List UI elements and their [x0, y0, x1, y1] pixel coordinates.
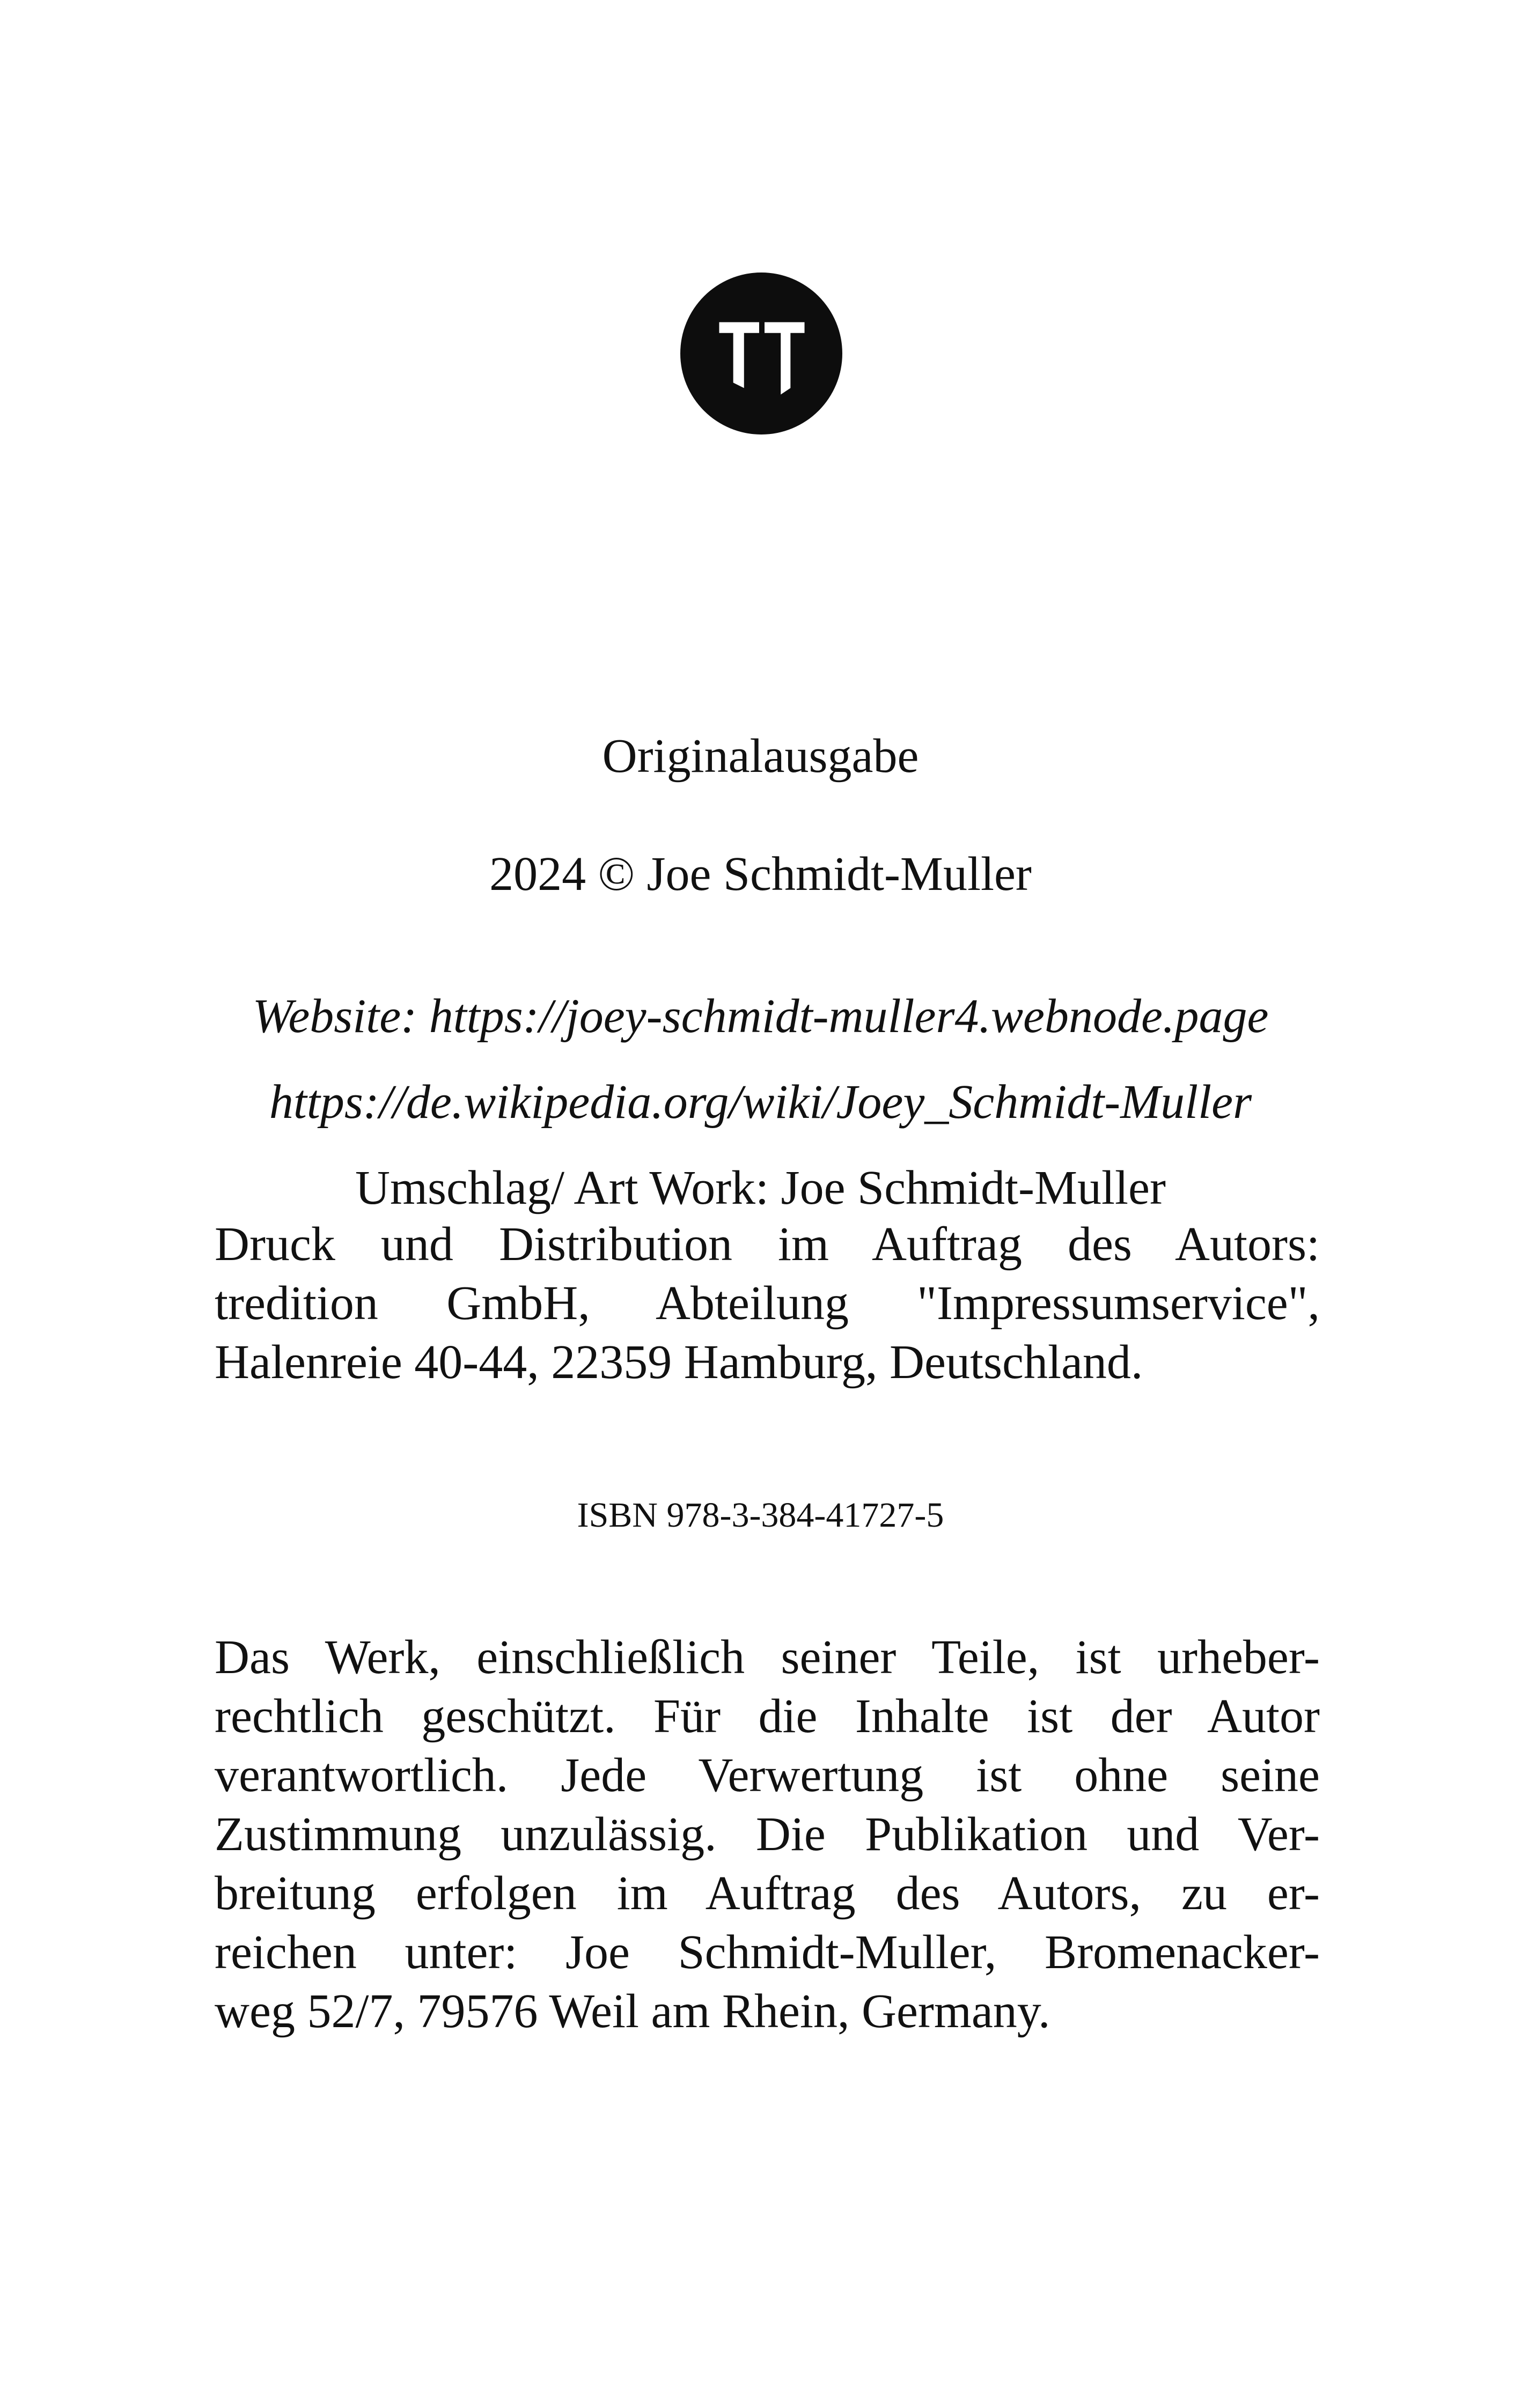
- tredition-logo-icon: [680, 273, 842, 435]
- rights-line: breitung erfolgen im Auftrag des Autors, zu er-: [215, 1867, 1320, 1920]
- isbn-line: ISBN 978-3-384-41727-5: [577, 1496, 944, 1535]
- rights-line: weg 52/7, 79576 Weil am Rhein, Germany.: [215, 1985, 1050, 2038]
- rights-line: verantwortlich. Jede Verwertung ist ohne seine: [215, 1749, 1320, 1802]
- print-line: Halenreie 40-44, 22359 Hamburg, Deutschland.: [215, 1336, 1143, 1389]
- publisher-logo: [680, 273, 842, 435]
- rights-line: rechtlich geschützt. Für die Inhalte ist der Autor: [215, 1690, 1320, 1743]
- rights-notice-block: [215, 1628, 1320, 2041]
- print-line: tredition GmbH, Abteilung "Impressumservice",: [215, 1277, 1320, 1330]
- rights-line: Das Werk, einschließlich seiner Teile, ist urheber-: [215, 1631, 1320, 1684]
- print-line: Druck und Distribution im Auftrag des Autors:: [215, 1218, 1320, 1271]
- website-link[interactable]: Website: https://joey-schmidt-muller4.webnode.page: [252, 990, 1269, 1043]
- cover-credit: Umschlag/ Art Work: Joe Schmidt-Muller: [355, 1161, 1166, 1214]
- edition-label: Originalausgabe: [602, 730, 919, 783]
- copyright-line: 2024 © Joe Schmidt-Muller: [489, 848, 1032, 901]
- rights-line: reichen unter: Joe Schmidt-Muller, Bromenacker-: [215, 1926, 1320, 1979]
- print-distribution-block: [215, 1215, 1320, 1392]
- rights-line: Zustimmung unzulässig. Die Publikation und Ver-: [215, 1808, 1320, 1861]
- wikipedia-link[interactable]: https://de.wikipedia.org/wiki/Joey_Schmidt-Muller: [269, 1076, 1252, 1129]
